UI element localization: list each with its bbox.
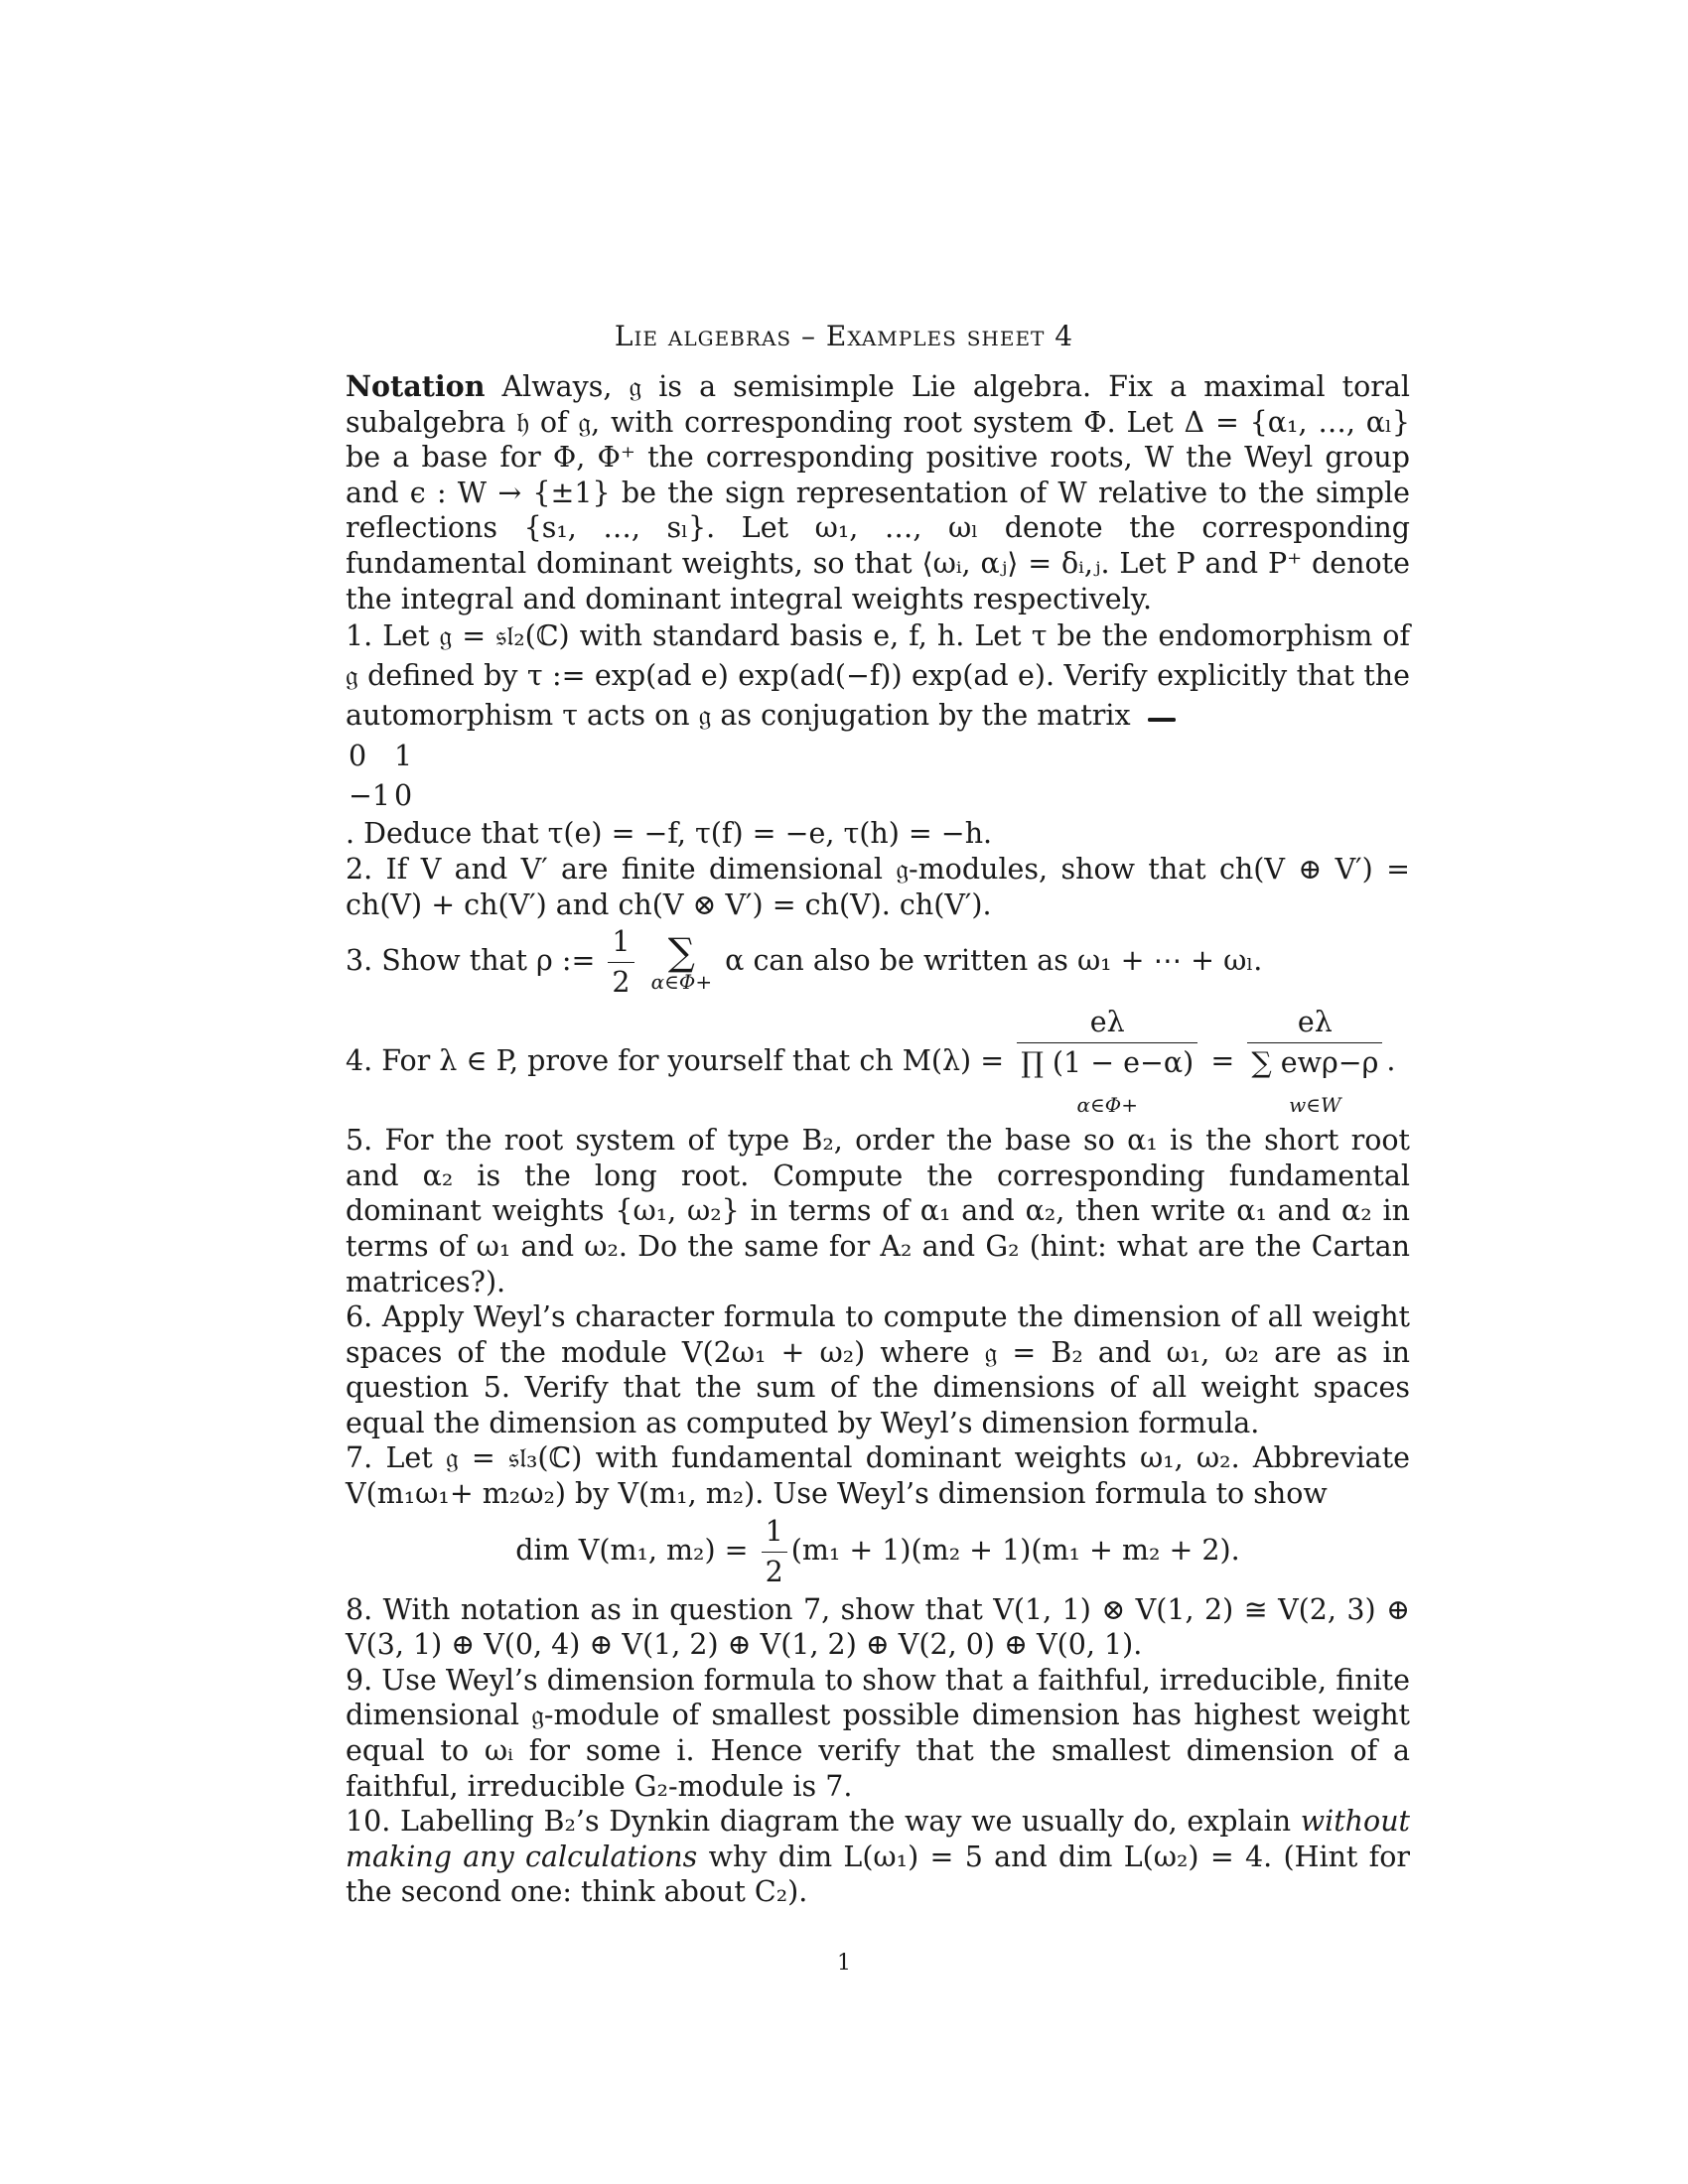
question-10-emphasis: without making any calculations <box>346 1805 1411 1873</box>
sum-limit: α∈Φ+ <box>650 969 713 994</box>
fraction-denominator: ∑ ewρ−ρ <box>1251 1046 1379 1080</box>
question-7-text: 7. Let 𝔤 = 𝔰𝔩₃(ℂ) with fundamental dominant weights ω₁, ω₂. Abbreviate V(m₁ω₁+ m₂ω₂) by V(m₁, m₂). Use Weyl’s dimension formula to show <box>346 1441 1410 1511</box>
question-9: 9. Use Weyl’s dimension formula to show that a faithful, irreducible, finite dimensional 𝔤-module of smallest possible dimension has highest weight equal to ωᵢ for some i. Hence verify that the smallest dimension of a faithful, irreducible G₂-module is 7. <box>346 1663 1410 1803</box>
question-6: 6. Apply Weyl’s character formula to compute the dimension of all weight spaces of the module V(2ω₁ + ω₂) where 𝔤 = B₂ and ω₁, ω₂ are as in question 5. Verify that the sum of the dimensions of all weight spaces equal the dimension as computed by Weyl’s dimension formula. <box>346 1300 1410 1439</box>
matrix-entry: 0 <box>349 740 367 773</box>
question-10-text-a: 10. Labelling B₂’s Dynkin diagram the way we usually do, explain <box>346 1805 1292 1839</box>
sum-limit: w∈W <box>1289 1092 1341 1117</box>
dimension-formula <box>346 1512 1410 1592</box>
notation-text: Always, 𝔤 is a semisimple Lie algebra. Fix a maximal toral subalgebra 𝔥 of 𝔤, with corresponding root system Φ. Let Δ = {α₁, …, αₗ} be a base for Φ, Φ⁺ the corresponding positive roots, W the Weyl group and ϵ : W → {±1} be the sign representation of W relative to the simple reflections {s₁, …, sₗ}. Let ω₁, …, ωₗ denote the corresponding fundamental dominant weights, so that ⟨ωᵢ, αⱼ⟩ = δᵢ,ⱼ. Let P and P⁺ denote the integral and dominant integral weights respectively. <box>346 370 1410 615</box>
notation-heading: Notation <box>346 369 486 403</box>
question-5: 5. For the root system of type B₂, order the base so α₁ is the short root and α₂ is the long root. Compute the corresponding fundamental dominant weights {ω₁, ω₂} in terms of α₁ and α₂, then write α₁ and α₂ in terms of ω₁ and ω₂. Do the same for A₂ and G₂ (hint: what are the Cartan matrices?). <box>346 1124 1410 1298</box>
question-8: 8. With notation as in question 7, show that V(1, 1) ⊗ V(1, 2) ≅ V(2, 3) ⊕ V(3, 1) ⊕ V(0, 4) ⊕ V(1, 2) ⊕ V(1, 2) ⊕ V(2, 0) ⊕ V(0, 1). <box>346 1592 1410 1662</box>
question-1-text-b: . Deduce that τ(e) = −f, τ(f) = −e, τ(h) = −h. <box>346 817 993 851</box>
sum-symbol: ∑ <box>667 929 695 974</box>
question-1-text-a: 1. Let 𝔤 = 𝔰𝔩₂(ℂ) with standard basis e, f, h. Let τ be the endomorphism of 𝔤 defined by τ := exp(ad e) exp(ad(−f)) exp(ad e). Verify explicitly that the automorphism τ acts on 𝔤 as conjugation by the matrix <box>346 619 1410 733</box>
page-number: 1 <box>837 1951 851 1976</box>
character-fraction-product <box>1017 1003 1197 1123</box>
notation-paragraph <box>346 369 1410 616</box>
question-4 <box>346 1003 1410 1123</box>
question-7 <box>346 1440 1410 1511</box>
fraction-numerator: eλ <box>1247 1003 1382 1043</box>
half-fraction <box>608 922 633 1003</box>
fraction-denominator: 2 <box>612 966 631 1000</box>
document-body <box>346 369 1410 1910</box>
fraction-numerator: eλ <box>1017 1003 1197 1043</box>
fraction-numerator: 1 <box>608 922 633 963</box>
question-10-text-b: why dim L(ω₁) = 5 and dim L(ω₂) = 4. (Hint for the second one: think about C₂). <box>346 1840 1411 1909</box>
matrix-entry: 0 <box>394 778 413 812</box>
dimension-formula-rhs: (m₁ + 1)(m₂ + 1)(m₁ + m₂ + 2). <box>790 1533 1240 1567</box>
half-fraction <box>762 1512 787 1592</box>
question-4-end: . <box>1386 1044 1396 1078</box>
equals-sign: = <box>1210 1044 1235 1078</box>
question-4-text-a: 4. For λ ∈ P, prove for yourself that ch M(λ) = <box>346 1044 1005 1078</box>
question-1 <box>346 616 1410 736</box>
fraction-numerator: 1 <box>762 1512 787 1553</box>
question-10 <box>346 1804 1410 1910</box>
dimension-formula-lhs: dim V(m₁, m₂) = <box>515 1533 749 1567</box>
question-2: 2. If V and V′ are finite dimensional 𝔤-modules, show that ch(V ⊕ V′) = ch(V) + ch(V′) and ch(V ⊗ V′) = ch(V). ch(V′). <box>346 852 1410 921</box>
matrix-entry: 1 <box>394 740 413 773</box>
sum-over-positive-roots <box>650 929 713 994</box>
character-fraction-sum <box>1247 1003 1382 1123</box>
page-title: Lie algebras – Examples sheet 4 <box>614 320 1074 352</box>
matrix-entry: −1 <box>349 778 391 812</box>
question-3-text-a: 3. Show that ρ := <box>346 944 596 978</box>
question-3-text-b: α can also be written as ω₁ + ⋯ + ωₗ. <box>725 944 1263 978</box>
question-3 <box>346 922 1410 1003</box>
product-limit: α∈Φ+ <box>1076 1092 1138 1117</box>
fraction-denominator: ∏ (1 − e−α) <box>1021 1046 1195 1080</box>
fraction-denominator: 2 <box>765 1555 783 1588</box>
